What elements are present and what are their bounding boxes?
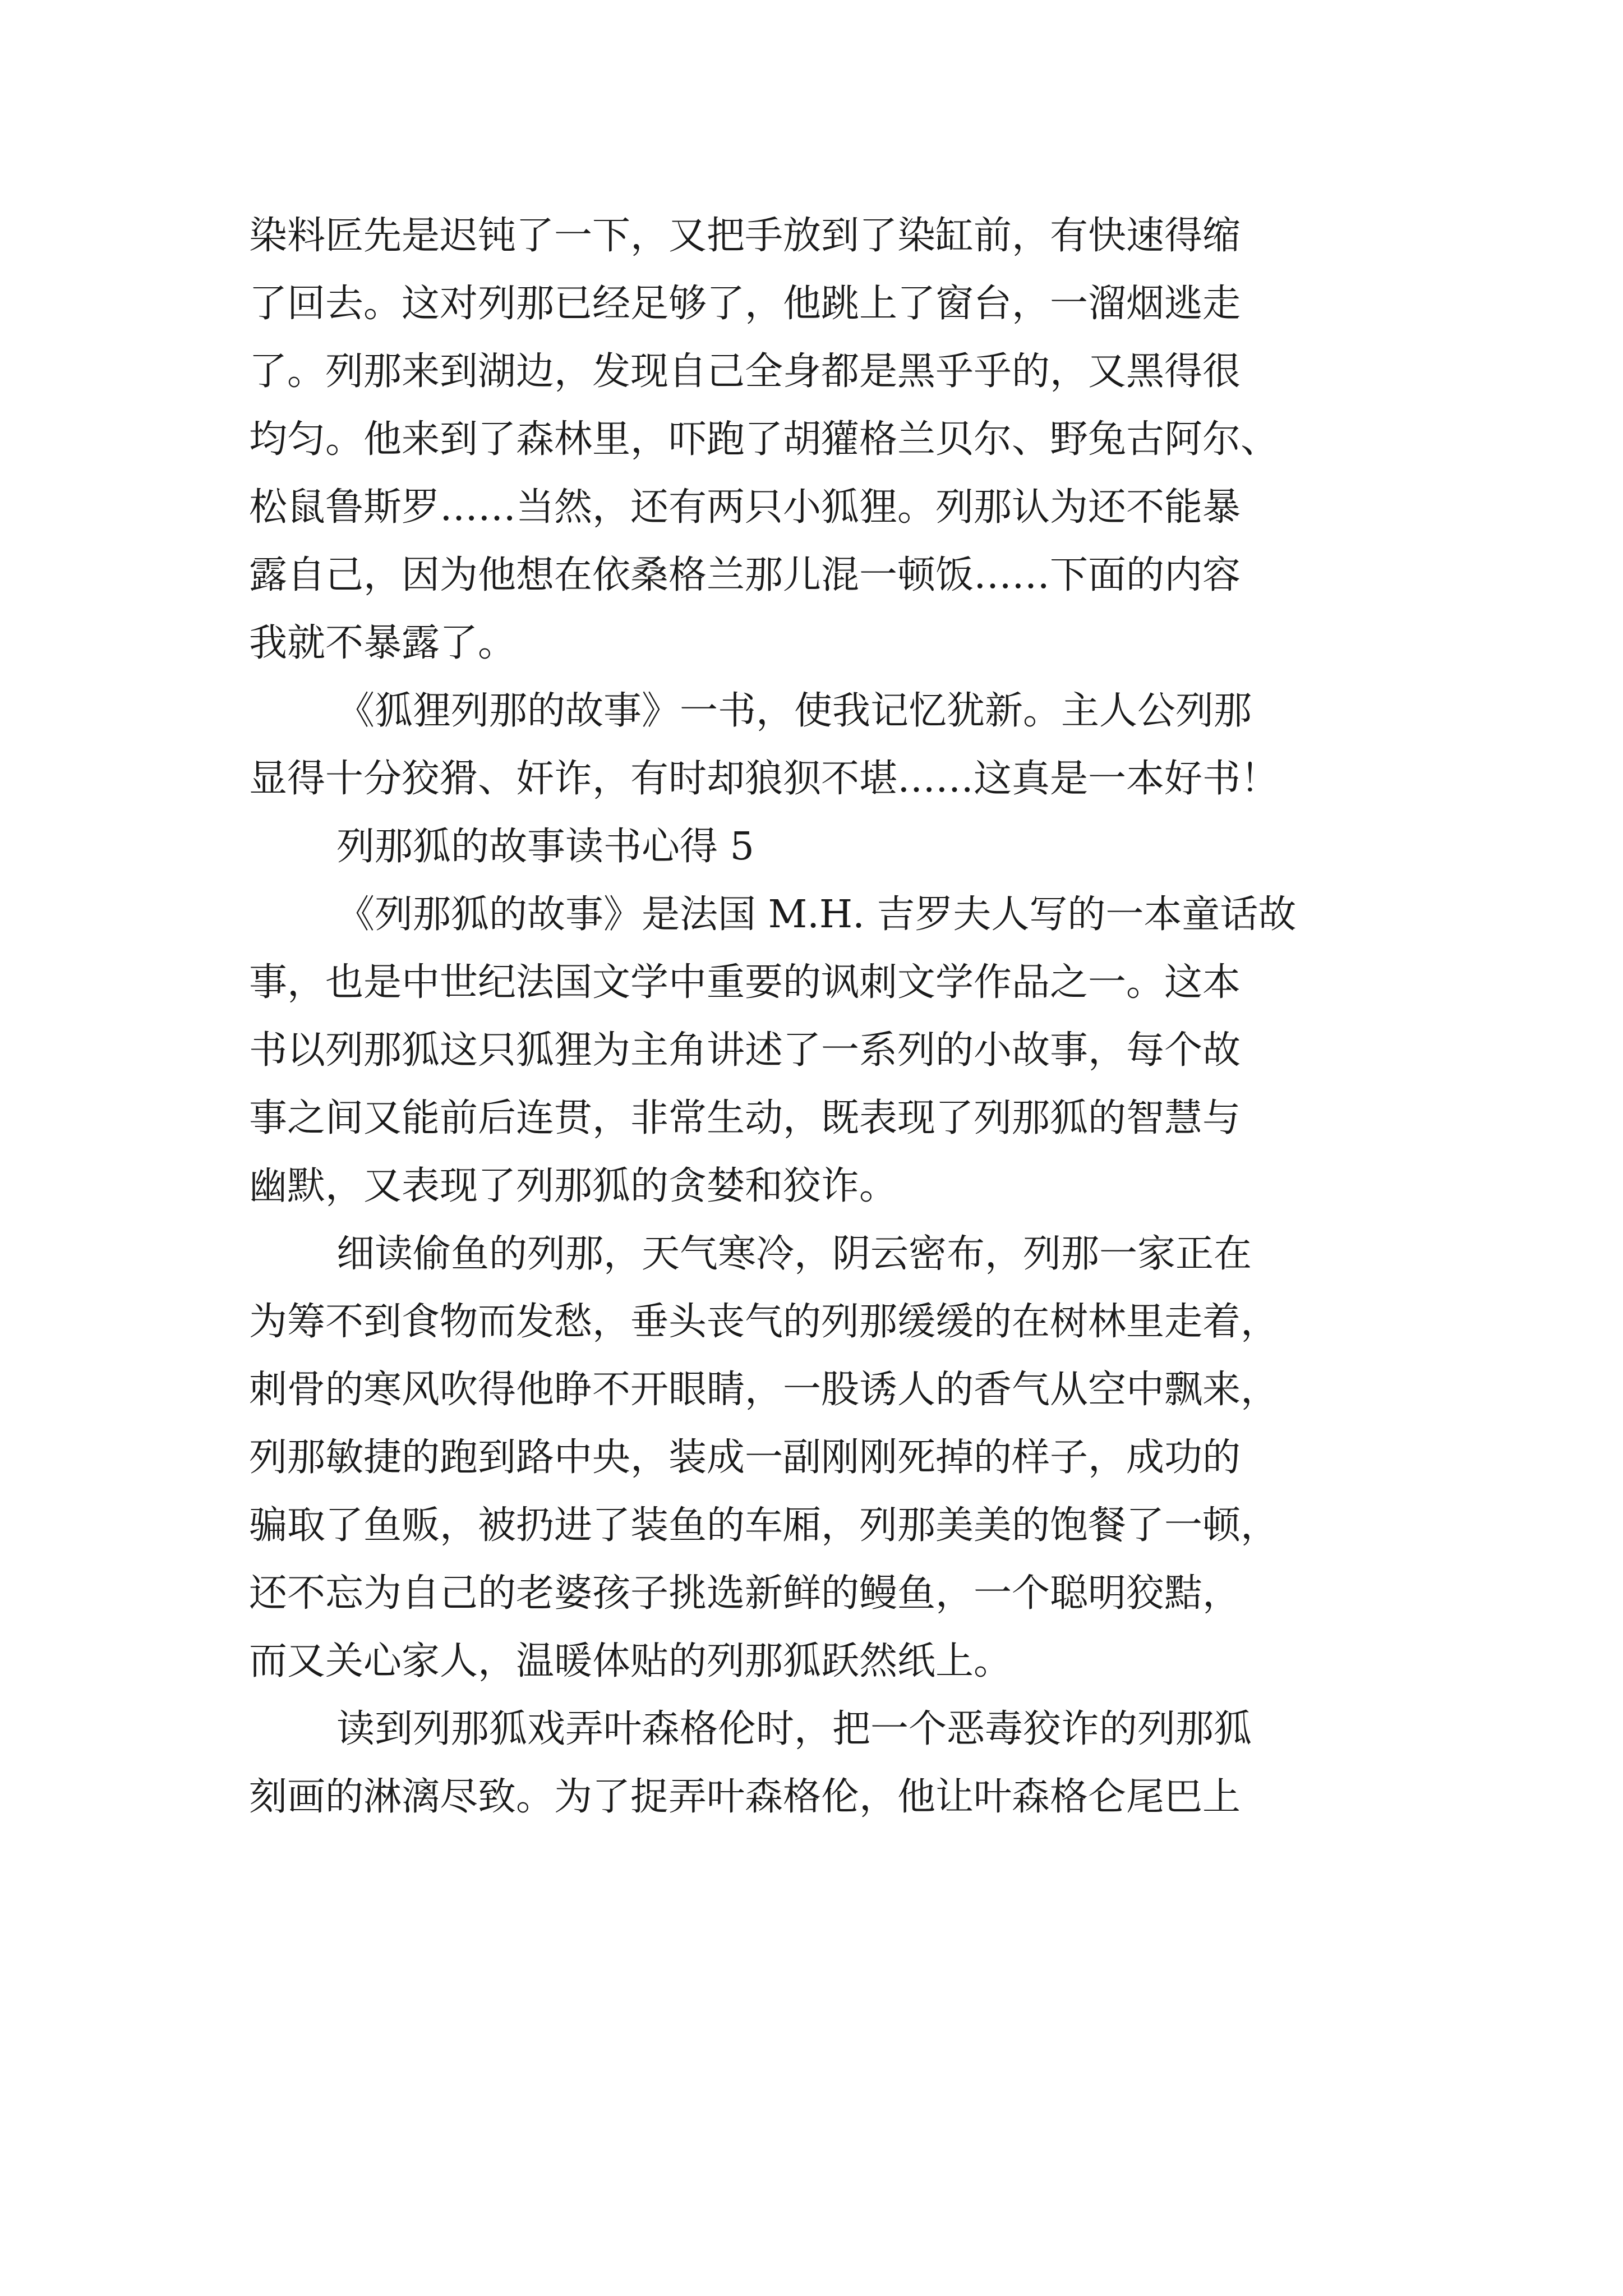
text-line: 露自己，因为他想在依桑格兰那儿混一顿饭……下面的内容 (249, 553, 1241, 597)
document-body (249, 202, 1393, 1831)
paragraph-first-line: 《狐狸列那的故事》一书，使我记忆犹新。主人公列那 (336, 689, 1252, 733)
text-line: 染料匠先是迟钝了一下，又把手放到了染缸前，有快速得缩 (249, 214, 1241, 258)
text-line: 而又关心家人，温暖体贴的列那狐跃然纸上。 (249, 1639, 1012, 1683)
text-line: 为筹不到食物而发愁，垂头丧气的列那缓缓的在树林里走着， (249, 1300, 1279, 1344)
section-heading: 列那狐的故事读书心得 5 (336, 825, 754, 869)
paragraph-first-line: 《列那狐的故事》是法国 M.H. 吉罗夫人写的一本童话故 (336, 892, 1297, 937)
text-line: 书以列那狐这只狐狸为主角讲述了一系列的小故事，每个故 (249, 1028, 1241, 1073)
text-line: 列那敏捷的跑到路中央，装成一副刚刚死掉的样子，成功的 (249, 1435, 1241, 1480)
text-line: 刺骨的寒风吹得他睁不开眼睛，一股诱人的香气从空中飘来， (249, 1368, 1279, 1412)
text-line: 事之间又能前后连贯，非常生动，既表现了列那狐的智慧与 (249, 1096, 1241, 1140)
paragraph-first-line: 细读偷鱼的列那，天气寒冷，阴云密布，列那一家正在 (336, 1232, 1252, 1276)
paragraph-first-line: 读到列那狐戏弄叶森格伦时，把一个恶毒狡诈的列那狐 (336, 1707, 1252, 1751)
text-line: 松鼠鲁斯罗……当然，还有两只小狐狸。列那认为还不能暴 (249, 485, 1241, 530)
text-line: 骗取了鱼贩，被扔进了装鱼的车厢，列那美美的饱餐了一顿， (249, 1503, 1279, 1548)
text-line: 显得十分狡猾、奸诈，有时却狼狈不堪……这真是一本好书！ (249, 757, 1279, 801)
text-line: 均匀。他来到了森林里，吓跑了胡獾格兰贝尔、野兔古阿尔、 (249, 417, 1279, 462)
text-line: 还不忘为自己的老婆孩子挑选新鲜的鳗鱼，一个聪明狡黠， (249, 1571, 1241, 1616)
text-line: 幽默，又表现了列那狐的贪婪和狡诈。 (249, 1164, 898, 1208)
text-line: 了。列那来到湖边，发现自己全身都是黑乎乎的，又黑得很 (249, 349, 1241, 394)
text-line: 刻画的淋漓尽致。为了捉弄叶森格伦，他让叶森格仑尾巴上 (249, 1775, 1241, 1819)
text-line: 事，也是中世纪法国文学中重要的讽刺文学作品之一。这本 (249, 960, 1241, 1005)
text-line: 我就不暴露了。 (249, 621, 517, 665)
text-line: 了回去。这对列那已经足够了，他跳上了窗台，一溜烟逃走 (249, 282, 1241, 326)
